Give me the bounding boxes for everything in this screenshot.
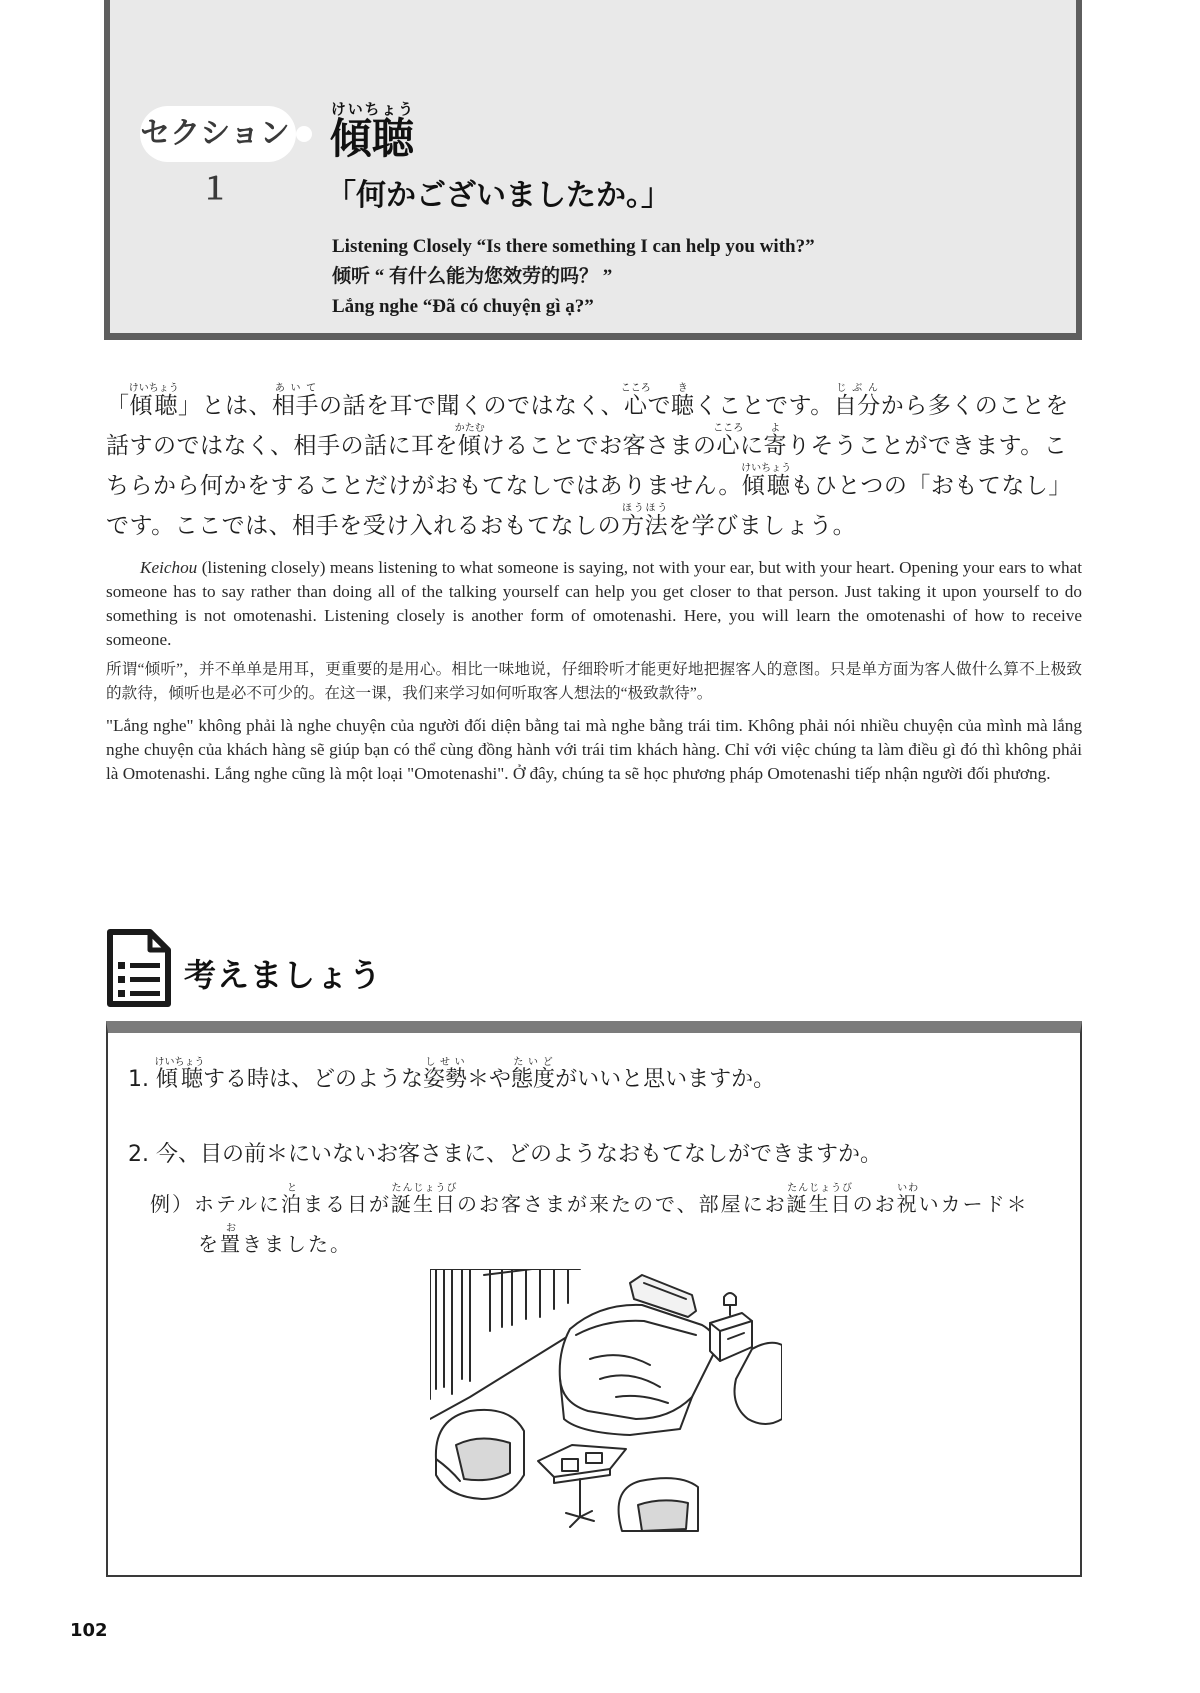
section-title: 傾聴けいちょう bbox=[330, 100, 415, 163]
title-translation-zh: 倾听 “ 有什么能为您效劳的吗？ ” bbox=[332, 266, 613, 287]
question-2-example bbox=[150, 1183, 1030, 1263]
section-title-translations bbox=[332, 232, 815, 322]
question-1: 1. 傾聴けいちょうする時は、どのような姿勢しせい＊や態度たいどがいいと思いますか。 bbox=[128, 1057, 776, 1092]
intro-translations bbox=[106, 556, 1082, 792]
section-label-connector bbox=[296, 126, 312, 142]
title-translation-vi: Lắng nghe “Đã có chuyện gì ạ?” bbox=[332, 296, 594, 317]
hotel-room-illustration bbox=[430, 1269, 782, 1541]
intro-paragraph-jp: 「傾聴けいちょう」とは、相手あいての話を耳で聞くのではなく、心こころで聴きくことです。自分じぶんから多くのことを話すのではなく、相手の話に耳を傾かたむけることでお客さまの心こころに寄よりそうことができます。こちらから何かをすることだけがおもてなしではありません。傾聴けいちょうもひとつの「おもてなし」です。ここでは、相手を受け入れるおもてなしの方法ほうほうを学びましょう。 bbox=[106, 383, 1072, 539]
question-2: 2. 今、目の前＊にいないお客さまに、どのようなおもてなしができますか。 bbox=[128, 1142, 882, 1167]
title-translation-en: Listening Closely “Is there something I can help you with?” bbox=[332, 236, 815, 257]
example-line-2: を置おきました。 bbox=[198, 1223, 352, 1256]
intro-paragraph-en: Keichou (listening closely) means listening to what someone is saying, not with your ear, but with your heart. Opening your ears to what someone has to say rather than doing all of the talking yourself can help you get closer to that person. Just taking it upon yourself to do something is not omotenashi. Listening closely is another form of omotenashi. Here, you will learn the omotenashi of how to receive someone. bbox=[106, 558, 1082, 649]
checklist-document-icon bbox=[106, 928, 172, 1008]
page-number: 102 bbox=[70, 1620, 108, 1641]
example-line-1: 例）ホテルに泊とまる日が誕生日たんじょうびのお客さまが来たので、部屋にお誕生日たんじょうびのお祝いわいカード＊ bbox=[150, 1183, 1029, 1216]
intro-term-keichou: Keichou bbox=[140, 558, 198, 577]
think-heading: 考えましょう bbox=[184, 956, 383, 994]
section-subtitle: 「何かございましたか。」 bbox=[326, 178, 671, 213]
intro-paragraph-vi: "Lắng nghe" không phải là nghe chuyện của người đối diện bằng tai mà nghe bằng trái tim. Không phải nói nhiều chuyện của mình mà lắng nghe chuyện của khách hàng sẽ giúp bạn có thể cùng đồng hành với trái tim khách hàng. Chỉ với việc chúng ta làm điều gì đó thì không phải là Omotenashi. Lắng nghe cũng là một loại "Omotenashi". Ở đây, chúng ta sẽ học phương pháp Omotenashi tiếp nhận người đối phương. bbox=[106, 716, 1082, 783]
question-box bbox=[106, 1021, 1082, 1577]
intro-paragraph-zh: 所谓“倾听”，并不单单是用耳，更重要的是用心。相比一味地说，仔细聆听才能更好地把握客人的意图。只是单方面为客人做什么算不上极致的款待，倾听也是必不可少的。在这一课，我们来学习如何听取客人想法的“极致款待”。 bbox=[106, 661, 1082, 702]
section-label: セクション１ bbox=[140, 106, 296, 162]
